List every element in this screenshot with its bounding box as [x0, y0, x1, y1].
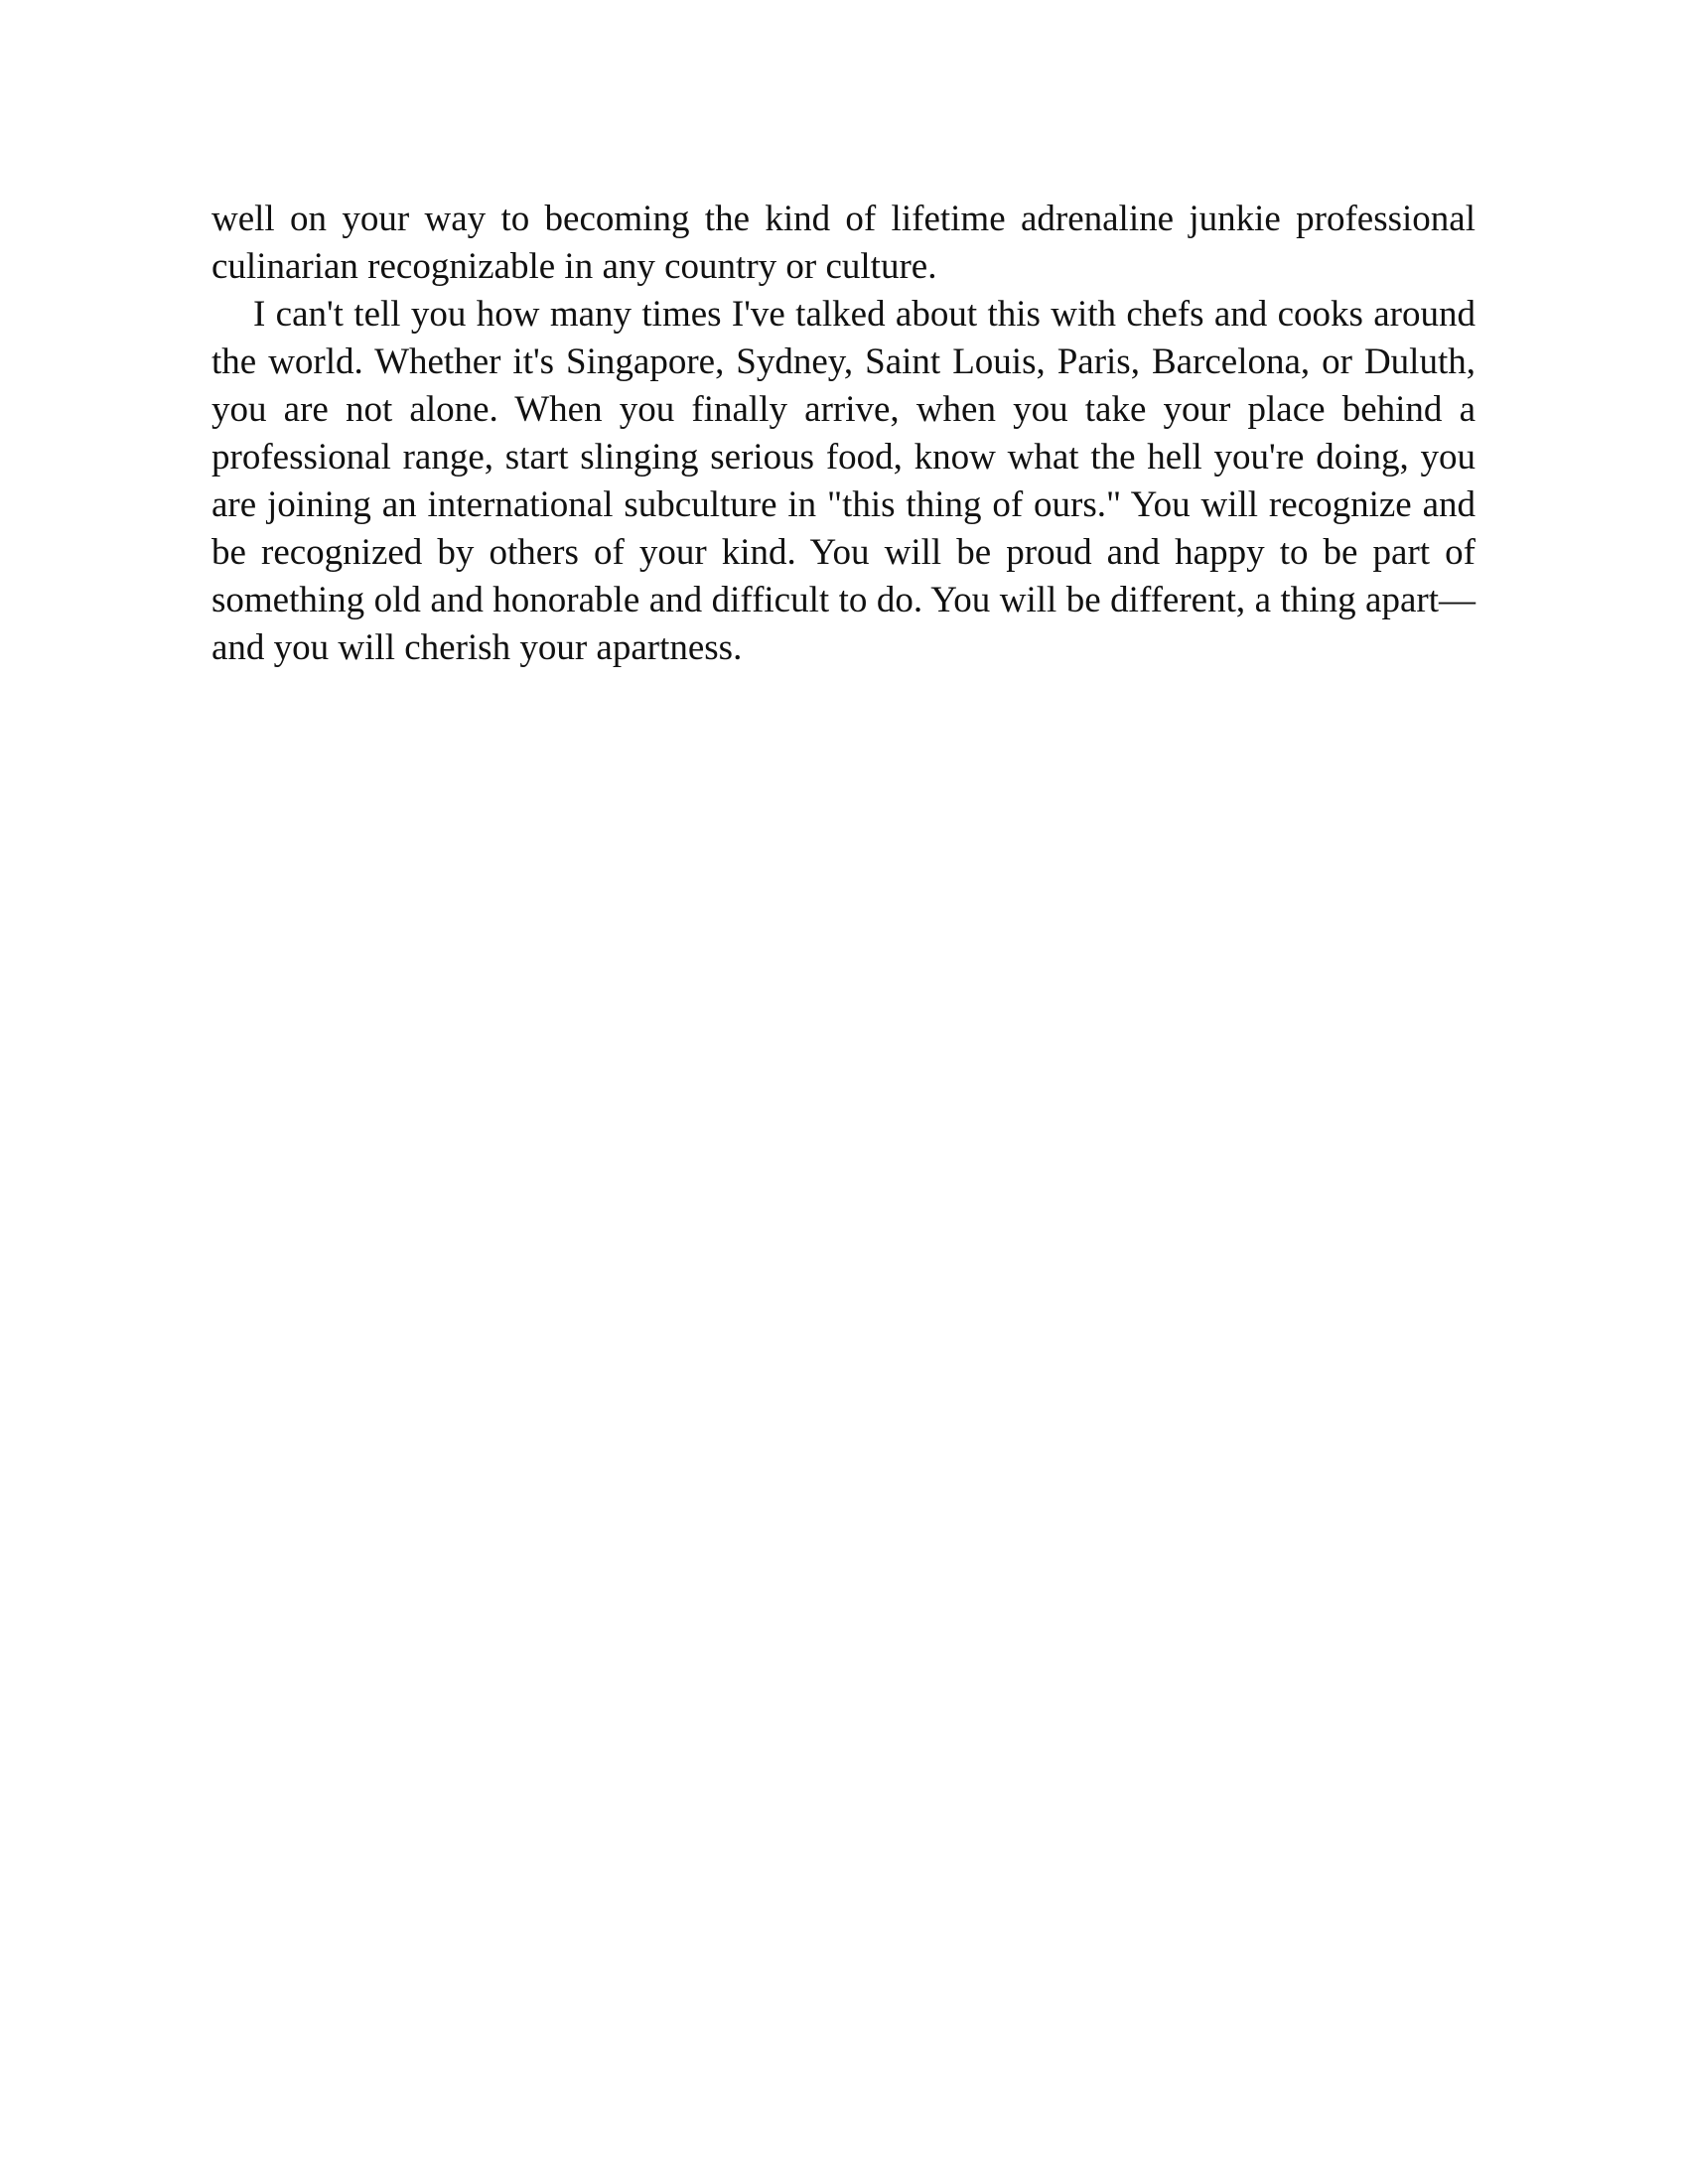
- body-text: [211, 196, 1476, 672]
- paragraph-continuation: well on your way to becoming the kind of lifetime adrenaline junkie professional culinarian recognizable in any country or culture.: [211, 199, 1476, 287]
- paragraph-chefs-worldwide: I can't tell you how many times I've talked about this with chefs and cooks around the world. Whether it's Singapore, Sydney, Saint Louis, Paris, Barcelona, or Duluth, you are not alone. When you finally arrive, when you take your place behind a professional range, start slinging serious food, know what the hell you're doing, you are joining an international subculture in "this thing of ours." You will recognize and be recognized by others of your kind. You will be proud and happy to be part of something old and honorable and difficult to do. You will be different, a thing apart—and you will cherish your apartness.: [211, 294, 1476, 668]
